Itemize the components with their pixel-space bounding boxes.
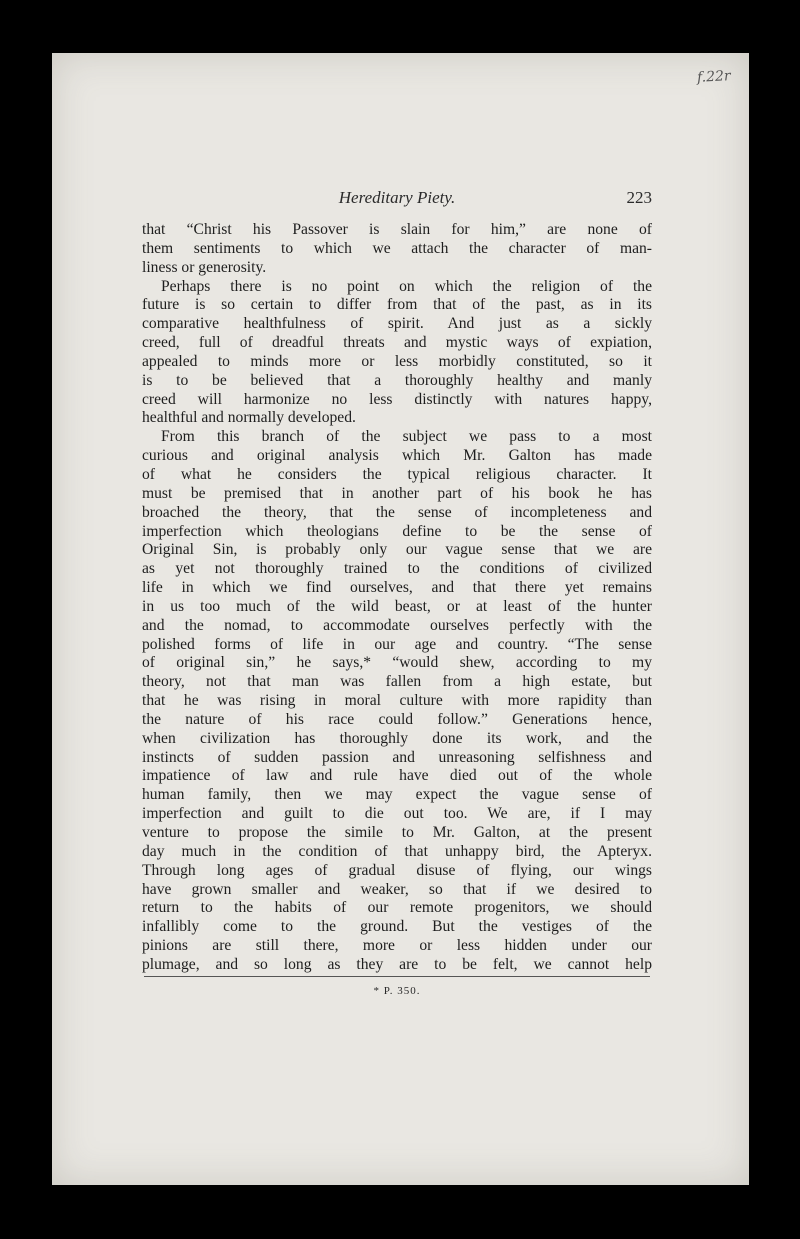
text-line: appealed to minds more or less morbidly constituted, so it <box>142 352 652 370</box>
text-line: creed will harmonize no less distinctly with natures happy, <box>142 390 652 408</box>
text-line: comparative healthfulness of spirit. And just as a sickly <box>142 315 652 333</box>
folio-annotation: f.22r <box>696 68 732 86</box>
text-line: polished forms of life in our age and country. “The sense <box>142 635 652 653</box>
text-line: healthful and normally developed. <box>142 409 356 427</box>
running-head <box>142 188 652 212</box>
text-line: impatience of law and rule have died out of the whole <box>142 767 652 785</box>
text-line: return to the habits of our remote progenitors, we should <box>142 899 652 917</box>
body-text <box>142 221 652 975</box>
text-line: life in which we find ourselves, and that there yet remains <box>142 579 652 597</box>
text-line: is to be believed that a thoroughly healthy and manly <box>142 371 652 389</box>
page-number: 223 <box>626 188 652 207</box>
text-line: broached the theory, that the sense of incompleteness and <box>142 503 652 521</box>
text-line: in us too much of the wild beast, or at least of the hunter <box>142 597 652 615</box>
text-line: imperfection and guilt to die out too. We are, if I may <box>142 805 652 823</box>
text-line: curious and original analysis which Mr. Galton has made <box>142 447 652 465</box>
text-line: as yet not thoroughly trained to the conditions of civilized <box>142 560 652 578</box>
text-line: when civilization has thoroughly done its work, and the <box>142 729 652 747</box>
text-line: theory, not that man was fallen from a high estate, but <box>142 673 652 691</box>
text-line: creed, full of dreadful threats and mystic ways of expiation, <box>142 334 652 352</box>
footnote: * P. 350. <box>373 985 421 997</box>
text-line: them sentiments to which we attach the character of man- <box>142 239 652 257</box>
text-line: venture to propose the simile to Mr. Galton, at the present <box>142 824 652 841</box>
text-line: the nature of his race could follow.” Generations hence, <box>142 710 652 728</box>
text-line: that “Christ his Passover is slain for him,” are none of <box>142 221 652 238</box>
book-page <box>52 53 749 1185</box>
footnote-rule <box>144 976 650 977</box>
text-line: Perhaps there is no point on which the religion of the <box>161 277 652 295</box>
text-line: From this branch of the subject we pass to a most <box>161 428 652 446</box>
text-line: of original sin,” he says,* “would shew, according to my <box>142 654 652 672</box>
text-line: Through long ages of gradual disuse of flying, our wings <box>142 861 652 879</box>
text-line: that he was rising in moral culture with more rapidity than <box>142 692 652 710</box>
text-line: have grown smaller and weaker, so that if we desired to <box>142 880 652 898</box>
text-line: instincts of sudden passion and unreasoning selfishness and <box>142 748 652 766</box>
text-line: liness or generosity. <box>142 258 267 276</box>
running-title: Hereditary Piety. <box>338 188 456 207</box>
text-line: imperfection which theologians define to be the sense of <box>142 522 652 540</box>
text-line: future is so certain to differ from that of the past, as in its <box>142 296 652 314</box>
text-line: day much in the condition of that unhappy bird, the Apteryx. <box>142 842 652 860</box>
text-line: of what he considers the typical religious character. It <box>142 465 652 483</box>
text-line: and the nomad, to accommodate ourselves perfectly with the <box>142 616 652 634</box>
text-line: human family, then we may expect the vague sense of <box>142 786 652 804</box>
text-line: pinions are still there, more or less hidden under our <box>142 937 652 955</box>
text-line: must be premised that in another part of his book he has <box>142 484 652 502</box>
text-line: plumage, and so long as they are to be felt, we cannot help <box>142 955 652 973</box>
text-line: Original Sin, is probably only our vague sense that we are <box>142 541 652 559</box>
text-line: infallibly come to the ground. But the vestiges of the <box>142 918 652 936</box>
